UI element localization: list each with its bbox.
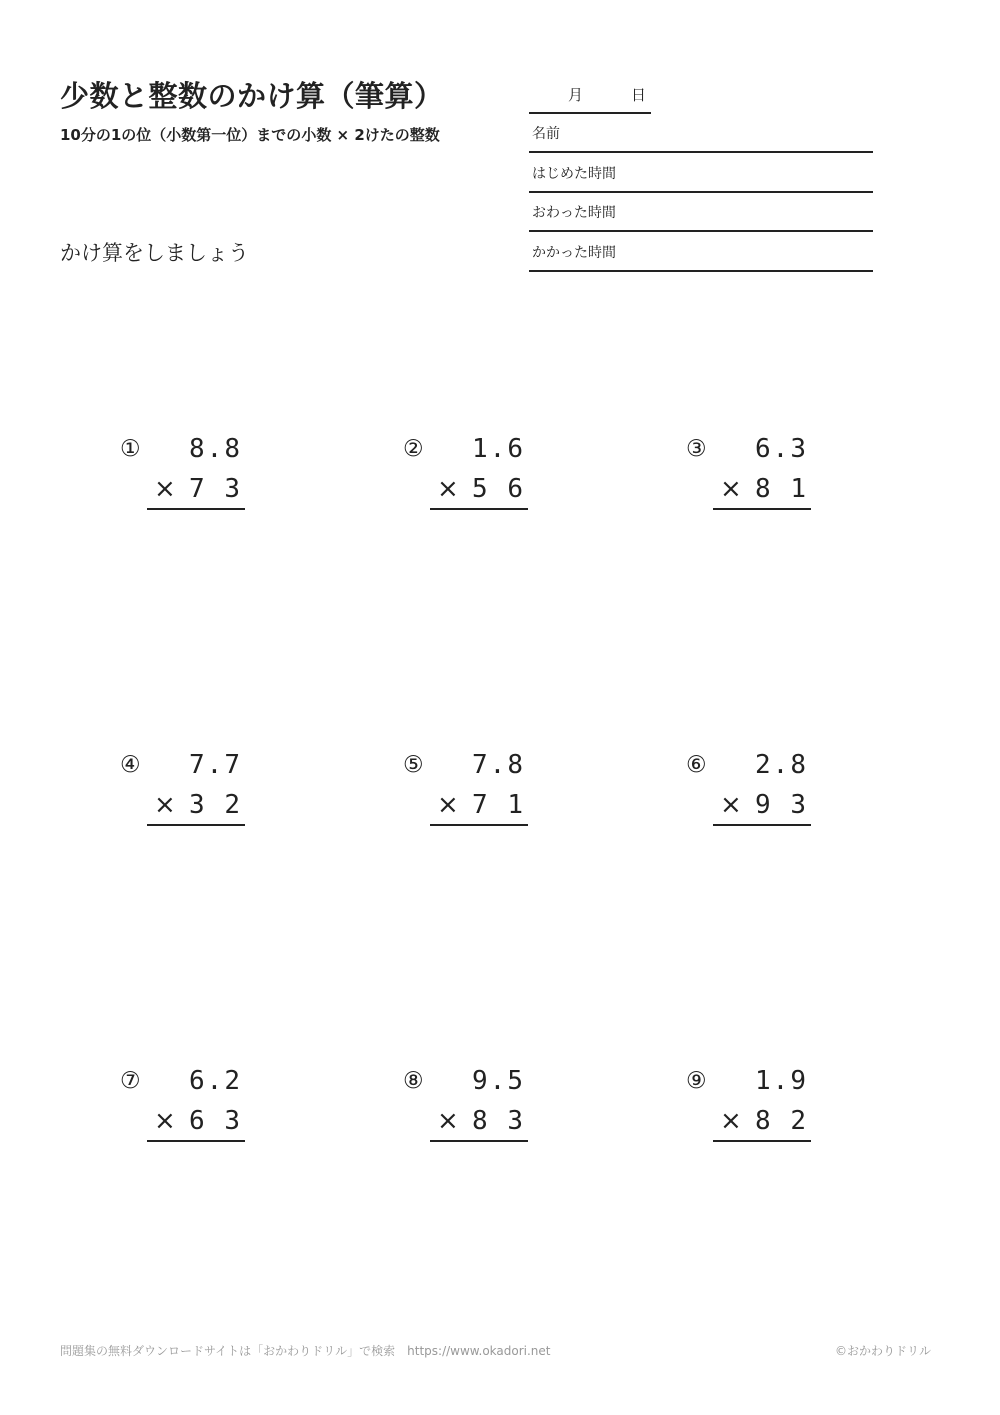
- multiplicand: 1.6: [472, 434, 525, 464]
- answer-line: [430, 1140, 528, 1142]
- answer-line: [430, 508, 528, 510]
- times-sign: ×: [154, 474, 176, 504]
- date-field: [529, 82, 651, 114]
- multiplier: 3 2: [189, 790, 242, 820]
- multiplicand: 2.8: [755, 750, 808, 780]
- footer-copyright: ©おかわりドリル: [834, 1344, 931, 1358]
- start-time-label: はじめた時間: [532, 166, 616, 182]
- answer-line: [713, 508, 811, 510]
- multiplicand: 9.5: [472, 1066, 525, 1096]
- instruction-text: かけ算をしましょう: [60, 241, 249, 265]
- answer-line: [147, 1140, 245, 1142]
- multiplicand: 8.8: [189, 434, 242, 464]
- times-sign: ×: [720, 1106, 742, 1136]
- times-sign: ×: [154, 790, 176, 820]
- problem-2: [403, 434, 533, 524]
- times-sign: ×: [720, 474, 742, 504]
- answer-line: [430, 824, 528, 826]
- problem-3: [686, 434, 816, 524]
- multiplier: 8 2: [755, 1106, 808, 1136]
- answer-line: [713, 824, 811, 826]
- times-sign: ×: [720, 790, 742, 820]
- multiplicand: 7.8: [472, 750, 525, 780]
- multiplicand: 6.3: [755, 434, 808, 464]
- worksheet-title: 少数と整数のかけ算（筆算）: [60, 79, 444, 113]
- worksheet-subtitle: 10分の1の位（小数第一位）までの小数 × 2けたの整数: [60, 126, 440, 144]
- multiplier: 7 3: [189, 474, 242, 504]
- multiplier: 6 3: [189, 1106, 242, 1136]
- end-time-label: おわった時間: [532, 205, 616, 221]
- day-label: 日: [631, 86, 647, 104]
- answer-line: [713, 1140, 811, 1142]
- problem-5: [403, 750, 533, 840]
- multiplier: 8 1: [755, 474, 808, 504]
- multiplier: 9 3: [755, 790, 808, 820]
- multiplicand: 6.2: [189, 1066, 242, 1096]
- times-sign: ×: [437, 790, 459, 820]
- multiplier: 8 3: [472, 1106, 525, 1136]
- problem-number: ①: [120, 436, 141, 462]
- times-sign: ×: [154, 1106, 176, 1136]
- start-time-field: [529, 154, 873, 193]
- problem-number: ⑥: [686, 752, 707, 778]
- problem-number: ④: [120, 752, 141, 778]
- problem-number: ③: [686, 436, 707, 462]
- multiplicand: 1.9: [755, 1066, 808, 1096]
- month-label: 月: [568, 86, 584, 104]
- problem-1: [120, 434, 250, 524]
- multiplicand: 7.7: [189, 750, 242, 780]
- elapsed-time-field: [529, 233, 873, 272]
- name-label: 名前: [532, 126, 560, 142]
- name-field: [529, 114, 873, 153]
- problem-number: ②: [403, 436, 424, 462]
- problem-number: ⑤: [403, 752, 424, 778]
- problem-number: ⑧: [403, 1068, 424, 1094]
- multiplier: 7 1: [472, 790, 525, 820]
- times-sign: ×: [437, 474, 459, 504]
- end-time-field: [529, 193, 873, 232]
- answer-line: [147, 824, 245, 826]
- elapsed-time-label: かかった時間: [532, 245, 616, 261]
- answer-line: [147, 508, 245, 510]
- problem-8: [403, 1066, 533, 1156]
- problem-4: [120, 750, 250, 840]
- problem-9: [686, 1066, 816, 1156]
- problem-number: ⑨: [686, 1068, 707, 1094]
- times-sign: ×: [437, 1106, 459, 1136]
- multiplier: 5 6: [472, 474, 525, 504]
- footer-site-note: 問題集の無料ダウンロードサイトは「おかわりドリル」で検索 https://www.okadori.net: [60, 1344, 551, 1358]
- problem-number: ⑦: [120, 1068, 141, 1094]
- problem-7: [120, 1066, 250, 1156]
- problem-6: [686, 750, 816, 840]
